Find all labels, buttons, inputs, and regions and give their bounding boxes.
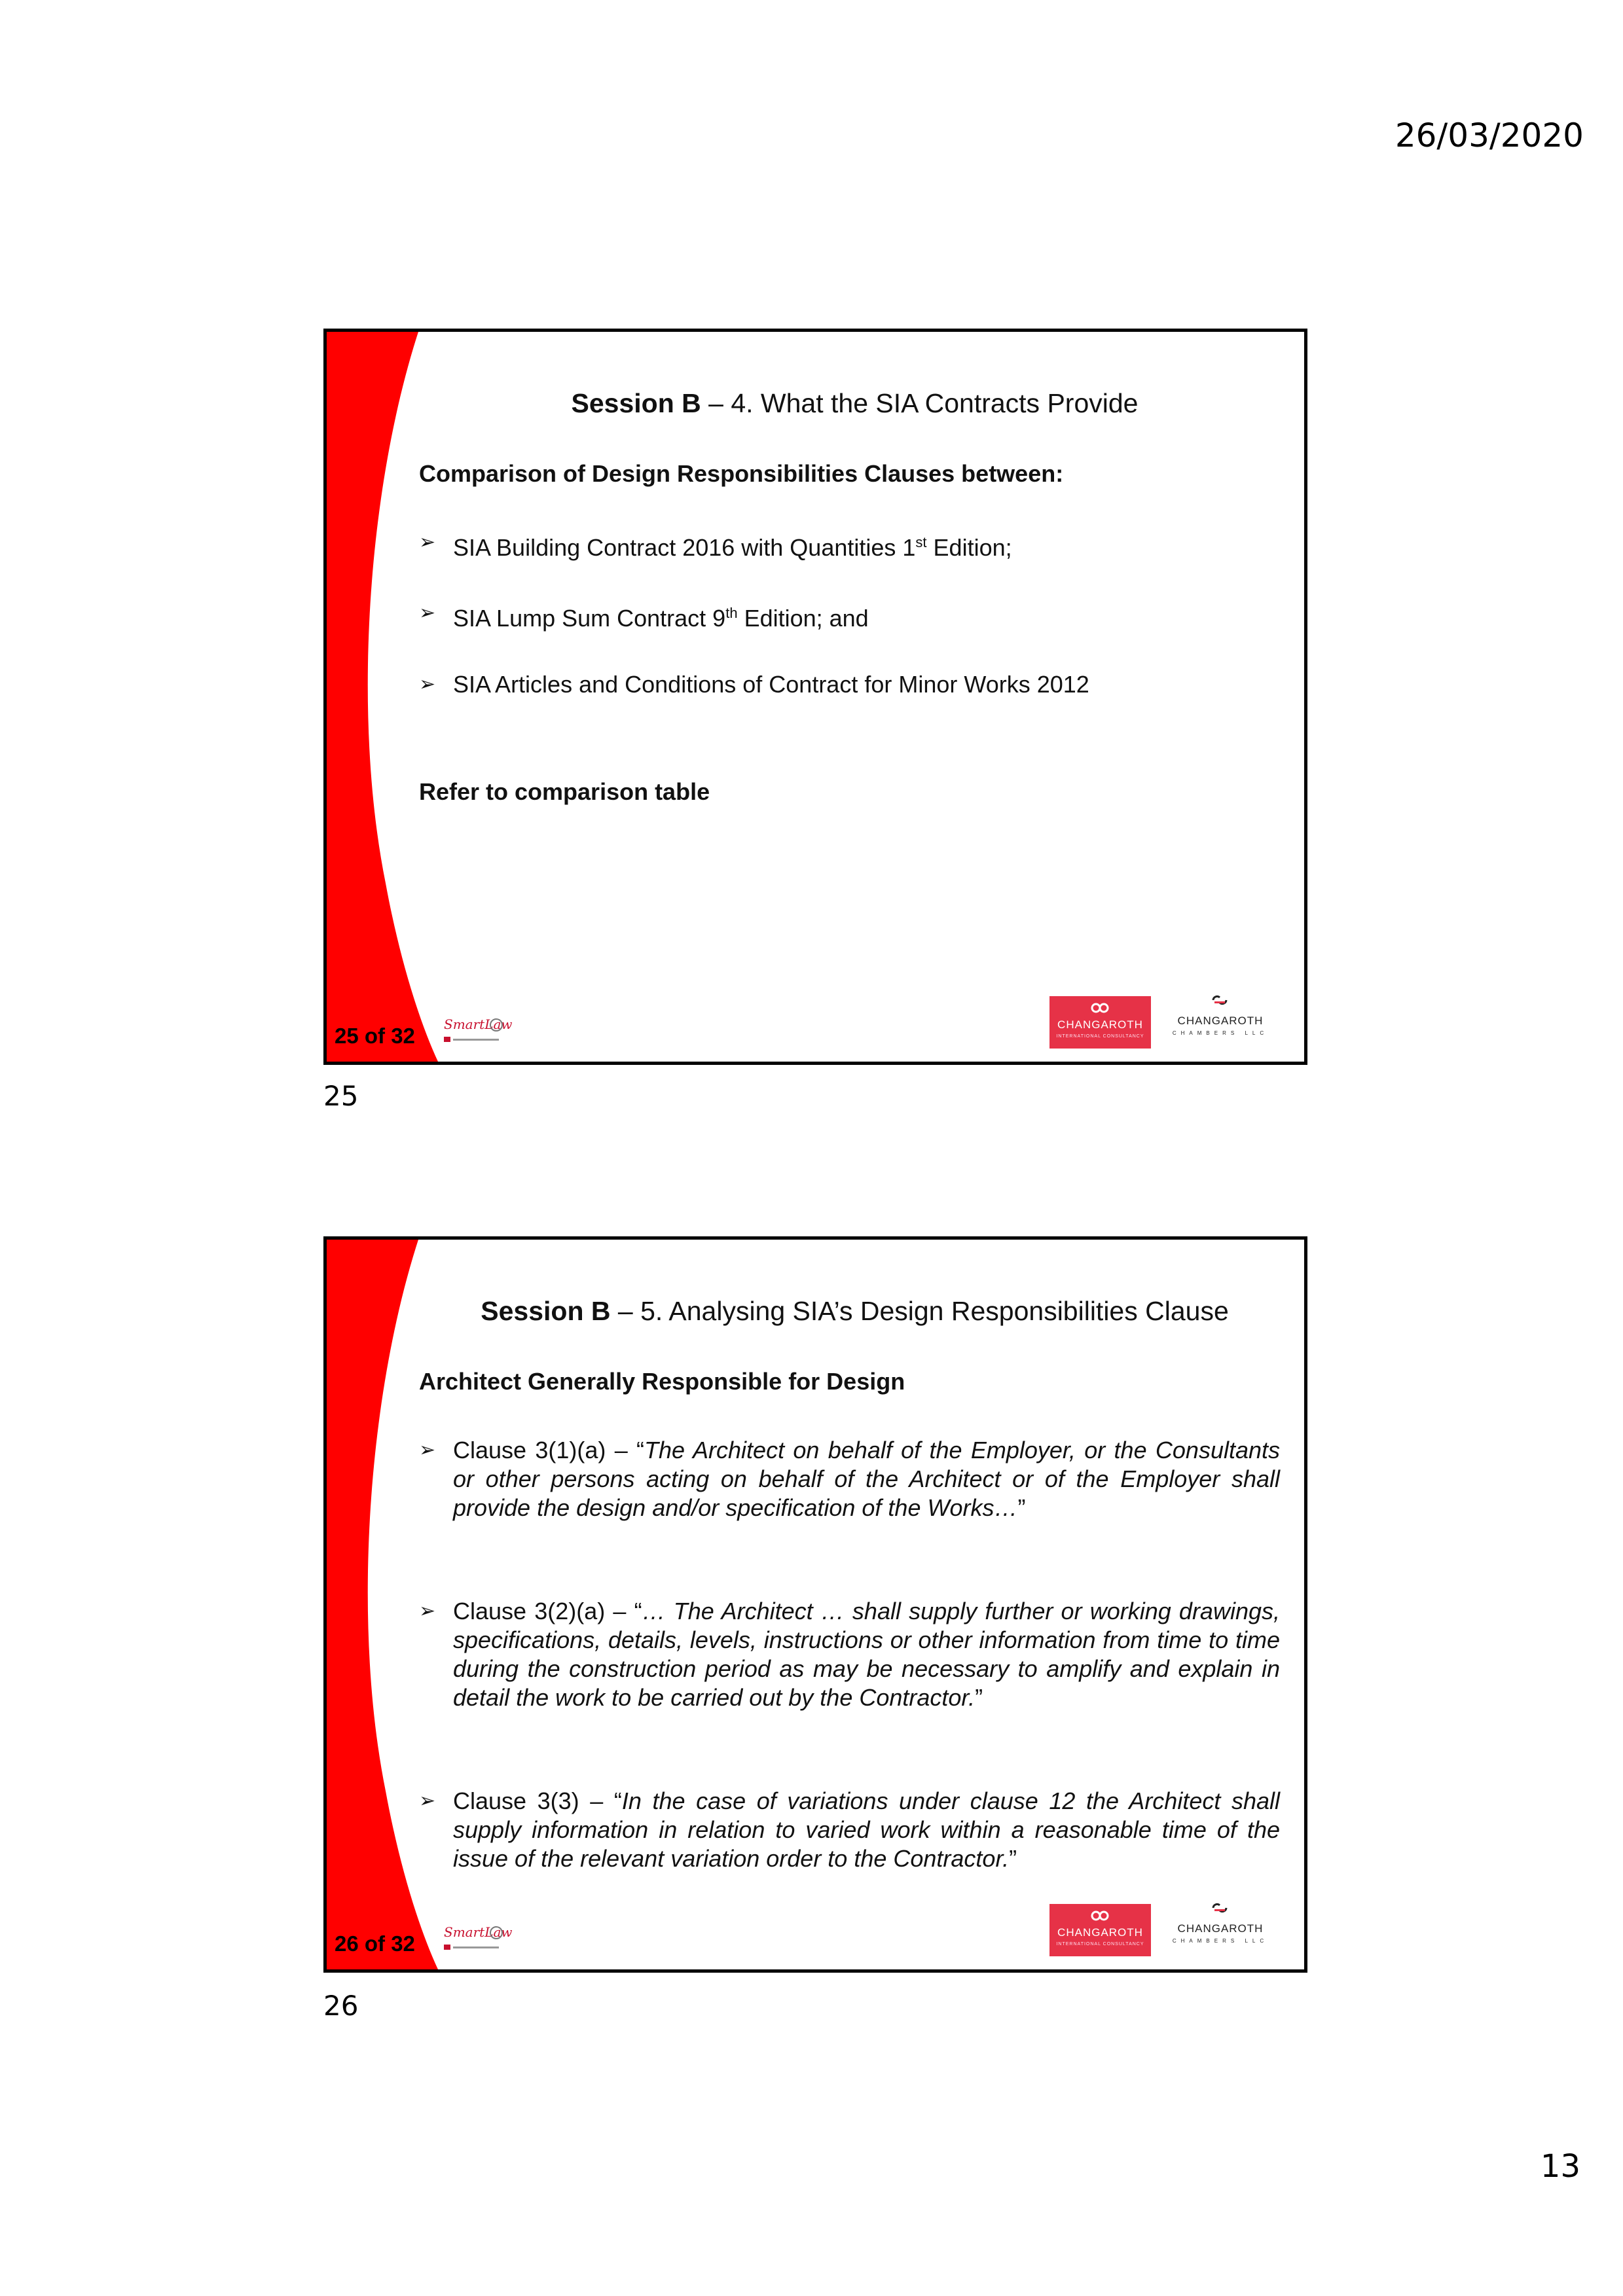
arrow-bullet-icon: ➢ <box>419 1439 436 1461</box>
changaroth-international-logo: CHANGAROTH INTERNATIONAL CONSULTANCY <box>1049 1904 1151 1956</box>
slide-26 <box>323 1236 1307 1973</box>
list-item: ➢ Clause 3(3) – “In the case of variations under clause 12 the Architect shall supply information in relation to varied work within a reasonable time of the issue of the relevant variation order to the Contractor.” <box>419 1787 1280 1872</box>
changaroth-international-logo: CHANGAROTH INTERNATIONAL CONSULTANCY <box>1049 996 1151 1049</box>
arrow-bullet-icon: ➢ <box>419 673 436 695</box>
svg-text:SmartLaw: SmartLaw <box>444 1924 513 1940</box>
arrow-bullet-icon: ➢ <box>419 1790 436 1812</box>
arrow-bullet-icon: ➢ <box>419 1600 436 1622</box>
slide-heading: Comparison of Design Responsibilities Clauses between: <box>419 460 1064 487</box>
list-item: ➢ SIA Building Contract 2016 with Quantities 1st Edition; <box>419 528 1280 562</box>
slide-number-label: 25 <box>323 1080 359 1112</box>
page-number: 13 <box>1540 2148 1580 2185</box>
svg-text:SmartLaw: SmartLaw <box>444 1016 513 1032</box>
smartlaw-logo <box>443 1918 513 1956</box>
changaroth-chambers-logo: CHANGAROTH CHAMBERS LLC <box>1171 991 1269 1046</box>
slide-title: Session B – 5. Analysing SIA’s Design Responsibilities Clause <box>481 1296 1229 1326</box>
changaroth-chambers-logo: CHANGAROTH CHAMBERS LLC <box>1171 1899 1269 1954</box>
slide-heading: Architect Generally Responsible for Design <box>419 1368 905 1395</box>
slide-title: Session B – 4. What the SIA Contracts Provide <box>571 388 1139 418</box>
arrow-bullet-icon: ➢ <box>419 531 436 553</box>
slide-25 <box>323 329 1307 1065</box>
slide-number-label: 26 <box>323 1990 359 2022</box>
reference-note: Refer to comparison table <box>419 778 710 805</box>
arrow-bullet-icon: ➢ <box>419 602 436 624</box>
list-item: ➢ SIA Articles and Conditions of Contract for Minor Works 2012 <box>419 671 1089 698</box>
list-item: ➢ SIA Lump Sum Contract 9th Edition; and <box>419 599 1280 633</box>
slide-counter: 25 of 32 <box>335 1024 415 1048</box>
list-item: ➢ Clause 3(1)(a) – “The Architect on behalf of the Employer, or the Consultants or other persons acting on behalf of the Architect or of the Employer shall provide the design and/or specification of the Works…” <box>419 1437 1281 1521</box>
page-date: 26/03/2020 <box>1395 117 1584 154</box>
smartlaw-logo <box>443 1011 513 1049</box>
list-item: ➢ Clause 3(2)(a) – “… The Architect … shall supply further or working drawings, specifications, details, levels, instructions or other information from time to time during the construction period as may be necessary to amplify and explain in detail the work to be carried out by the Contractor.” <box>419 1598 1280 1711</box>
slide-counter: 26 of 32 <box>335 1931 415 1956</box>
